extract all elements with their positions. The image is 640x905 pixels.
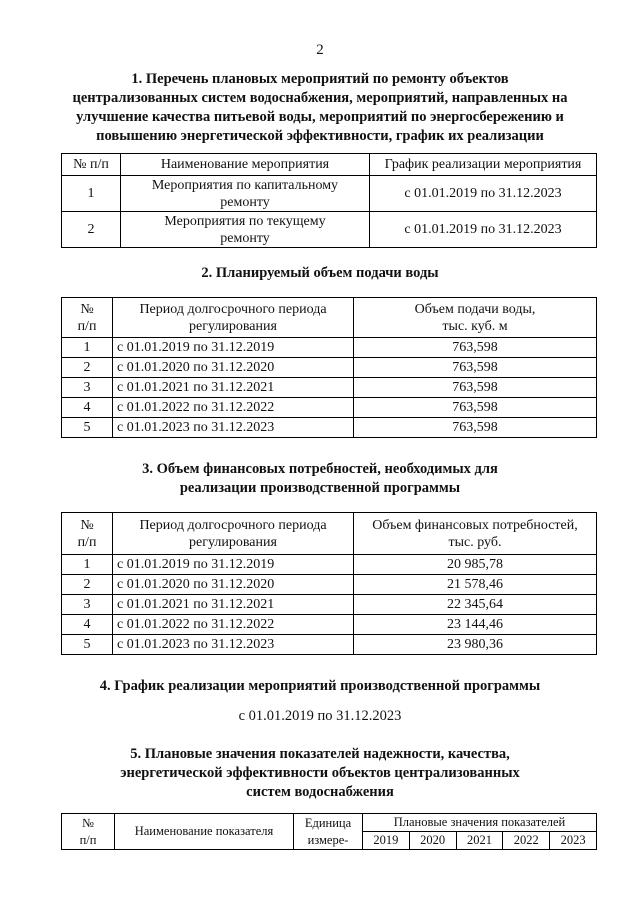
table-header-row [62, 513, 597, 555]
header-value-line: Объем подачи воды, [414, 301, 536, 317]
row-value: 763,598 [354, 418, 597, 438]
header-year: 2019 [363, 832, 410, 850]
header-num-line: п/п [77, 318, 97, 334]
header-value-line: Объем финансовых потребностей, [372, 517, 578, 533]
section4-title: 4. График реализации мероприятий производственной программы [99, 678, 541, 694]
header-num [62, 298, 113, 338]
row-name [121, 212, 370, 248]
row-period: с 01.01.2021 по 31.12.2021 [113, 595, 354, 615]
row-period: с 01.01.2022 по 31.12.2022 [113, 615, 354, 635]
header-period-line: регулирования [189, 318, 277, 334]
row-period: с 01.01.2023 по 31.12.2023 [113, 418, 354, 438]
header-schedule: График реализации мероприятия [370, 154, 597, 176]
row-period: с 01.01.2020 по 31.12.2020 [113, 575, 354, 595]
row-num: 5 [62, 635, 113, 655]
header-unit-line: Единица [304, 815, 352, 830]
row-value: 763,598 [354, 358, 597, 378]
row-value: 763,598 [354, 378, 597, 398]
table-row [62, 615, 597, 635]
header-period-line: Период долгосрочного периода [139, 301, 327, 317]
row-value: 20 985,78 [354, 555, 597, 575]
header-num-line: № [80, 301, 94, 317]
row-num: 4 [62, 615, 113, 635]
table-row [62, 595, 597, 615]
row-schedule: с 01.01.2019 по 31.12.2023 [370, 212, 597, 248]
row-value: 763,598 [354, 338, 597, 358]
header-num-line: № [82, 815, 94, 830]
table-row [62, 338, 597, 358]
section1-title [40, 70, 600, 146]
header-num [62, 513, 113, 555]
row-period: с 01.01.2022 по 31.12.2022 [113, 398, 354, 418]
header-period-line: Период долгосрочного периода [139, 517, 327, 533]
section5-title-line: энергетической эффективности объектов централизованных [120, 765, 520, 781]
table-row [62, 176, 597, 212]
header-period [113, 298, 354, 338]
row-name-line: ремонту [220, 194, 270, 210]
row-name-line: Мероприятия по капитальному [151, 177, 339, 193]
table-header-row [62, 814, 597, 832]
section1-title-line: улучшение качества питьевой воды, мероприятий по энергосбережению и [76, 109, 564, 125]
section1-title-line: централизованных систем водоснабжения, мероприятий, направленных на [72, 90, 568, 106]
table-row [62, 635, 597, 655]
header-num-line: п/п [77, 534, 97, 550]
row-period: с 01.01.2019 по 31.12.2019 [113, 338, 354, 358]
header-unit [294, 814, 363, 850]
section5-title [40, 745, 600, 802]
indicators-table [61, 813, 597, 850]
table-row [62, 378, 597, 398]
table-header-row [62, 154, 597, 176]
header-unit-line: измере- [307, 832, 349, 847]
row-num: 3 [62, 378, 113, 398]
header-value [354, 513, 597, 555]
row-value: 763,598 [354, 398, 597, 418]
table-row [62, 212, 597, 248]
header-value-line: тыс. руб. [448, 534, 502, 550]
row-num: 4 [62, 398, 113, 418]
header-name: Наименование мероприятия [121, 154, 370, 176]
row-name [121, 176, 370, 212]
section5-title-line: систем водоснабжения [246, 784, 394, 800]
table-header-row [62, 298, 597, 338]
table-row [62, 358, 597, 378]
section3-title-line: 3. Объем финансовых потребностей, необходимых для [142, 461, 498, 477]
table-row [62, 418, 597, 438]
row-num: 1 [62, 176, 121, 212]
row-num: 2 [62, 358, 113, 378]
table-row [62, 555, 597, 575]
header-value-line: тыс. куб. м [442, 318, 508, 334]
row-period: с 01.01.2021 по 31.12.2021 [113, 378, 354, 398]
row-period: с 01.01.2019 по 31.12.2019 [113, 555, 354, 575]
header-year: 2022 [503, 832, 550, 850]
header-num-line: п/п [79, 832, 97, 847]
row-name-line: ремонту [220, 230, 270, 246]
row-period: с 01.01.2020 по 31.12.2020 [113, 358, 354, 378]
row-num: 1 [62, 555, 113, 575]
header-name: Наименование показателя [115, 814, 294, 850]
section4-period: с 01.01.2019 по 31.12.2023 [238, 708, 402, 724]
water-supply-table [61, 297, 597, 438]
row-value: 22 345,64 [354, 595, 597, 615]
section5-title-line: 5. Плановые значения показателей надежности, качества, [130, 746, 510, 762]
header-num: № п/п [62, 154, 121, 176]
header-period-line: регулирования [189, 534, 277, 550]
row-schedule: с 01.01.2019 по 31.12.2023 [370, 176, 597, 212]
header-planned: Плановые значения показателей [363, 814, 597, 832]
measures-table [61, 153, 597, 248]
row-num: 2 [62, 575, 113, 595]
financial-needs-table [61, 512, 597, 655]
header-num-line: № [80, 517, 94, 533]
section3-title [40, 460, 600, 498]
header-num [62, 814, 115, 850]
table-row [62, 398, 597, 418]
row-name-line: Мероприятия по текущему [164, 213, 326, 229]
table-row [62, 575, 597, 595]
row-num: 3 [62, 595, 113, 615]
row-value: 21 578,46 [354, 575, 597, 595]
section3-title-line: реализации производственной программы [179, 480, 461, 496]
row-num: 1 [62, 338, 113, 358]
row-num: 5 [62, 418, 113, 438]
section1-title-line: повышению энергетической эффективности, график их реализации [96, 128, 544, 144]
header-year: 2023 [550, 832, 597, 850]
section2-title: 2. Планируемый объем подачи воды [201, 265, 439, 281]
header-value [354, 298, 597, 338]
row-period: с 01.01.2023 по 31.12.2023 [113, 635, 354, 655]
header-year: 2020 [409, 832, 456, 850]
row-value: 23 144,46 [354, 615, 597, 635]
row-value: 23 980,36 [354, 635, 597, 655]
section1-title-line: 1. Перечень плановых мероприятий по ремонту объектов [131, 71, 509, 87]
page-number: 2 [316, 42, 324, 58]
header-period [113, 513, 354, 555]
row-num: 2 [62, 212, 121, 248]
header-year: 2021 [456, 832, 503, 850]
